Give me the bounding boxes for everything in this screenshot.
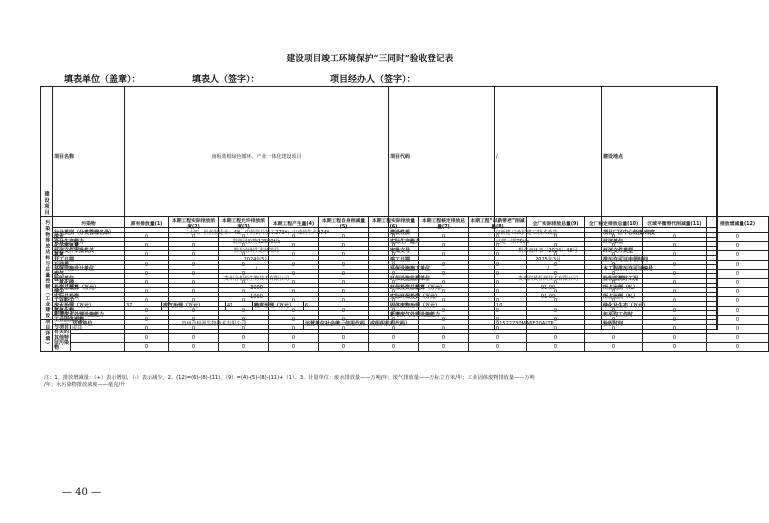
label-project-code: 项目代码 [389,87,495,228]
value-operating-unit: 贵州合相源生物技术有限公司 [125,320,304,329]
pollutant-value: 0 [469,260,527,269]
label-eia-unit: 环评单位 [602,237,717,246]
form-title: 建设项目竣工环境保护“三同时”验收登记表 [286,54,454,64]
pollutant-value: 0 [219,242,269,251]
pollutant-name: 烟尘 [53,288,125,297]
other-pollutant-value: 0 [125,324,169,333]
pollutant-value: 0 [369,233,419,242]
pollutant-value: 0 [419,278,469,287]
pollutant-value: 0 [169,297,219,306]
pollutant-value: 0 [419,315,469,324]
other-pollutant-value: 0 [169,334,219,343]
pollutant-value: 0 [707,306,769,315]
label-completion-date: 竣工日期 [389,256,495,265]
value-location [717,87,718,228]
pollutant-value: 0 [125,315,169,324]
label-location: 建设地点 [602,87,717,228]
pollutant-value: 0 [125,288,169,297]
label-noise-cost: 噪声治理（万元） [253,301,304,310]
header-col-10: 全厂核定排放总量(10) [585,217,643,233]
label-actual-env-investment: 实际环保投资（万元） [389,292,495,301]
pollutant-value: 0 [527,242,585,251]
label-operating-unit: 运营单位 [41,320,125,329]
pollutant-value: 0 [319,306,369,315]
pollutant-value: 0 [643,251,707,260]
pollutant-value: 0 [707,242,769,251]
pollutant-value: 0 [585,278,643,287]
pollutant-table [40,216,769,352]
label-working-condition: 验收监测时工况 [602,274,717,283]
other-pollutant-row [41,334,769,343]
pollutant-value: 0 [319,315,369,324]
pollutant-value: 0 [469,242,527,251]
label-construction-unit: 环保设施施工单位 [389,265,495,274]
value-noise-cost: 6 [304,301,389,310]
other-pollutant-value: 0 [469,334,527,343]
header-pollutant: 污染物 [53,217,125,233]
header-col-5: 本期工程自身削减量(5) [319,217,369,233]
other-pollutant-name [71,334,125,343]
other-pollutant-value: 0 [219,334,269,343]
pollutant-value: 0 [707,233,769,242]
other-pollutant-value: 0 [707,324,769,333]
pollutant-value: 0 [419,288,469,297]
other-pollutant-value: 0 [125,343,169,352]
other-pollutant-value: 0 [527,334,585,343]
pollutant-name: 石油类 [53,260,125,269]
pollutant-value: 0 [707,269,769,278]
pollutant-value: 0 [169,288,219,297]
label-permit-number: 本工程排污许可证编号 [602,265,717,274]
label-actual-investment: 实际总投资 [53,292,125,301]
pollutant-name: 氨氮 [53,251,125,260]
pollutant-row [41,242,769,251]
pollutant-value: 0 [419,251,469,260]
header-col-4: 本期工程产生量(4) [269,217,319,233]
other-pollutant-name [71,343,125,352]
pollutant-value: 0 [125,260,169,269]
other-pollutant-value: 0 [585,343,643,352]
pollutant-value: 0 [219,315,269,324]
other-pollutant-value: 0 [169,343,219,352]
pollutant-name: 废气 [53,269,125,278]
pollutant-row [41,233,769,242]
pollutant-value: 0 [219,306,269,315]
value-design-unit: / [125,265,389,274]
label-coordinates: 项目厂区中心经度/纬度 [602,228,717,237]
pollutant-value: 0 [469,315,527,324]
pollutant-value: 0 [585,297,643,306]
other-pollutant-row [41,343,769,352]
pollutant-value: 0 [369,315,419,324]
value-total-budget: 3000 [125,283,389,292]
pollutant-value: 0 [269,233,319,242]
filler-manager-label: 项目经办人（签字）： [330,75,416,85]
pollutant-value: 0 [419,306,469,315]
pollutant-value: 0 [169,251,219,260]
value-project-code: / [495,87,602,228]
other-pollutant-name: 废油 [71,324,125,333]
header-col-6: 本期工程实际排放量(6) [369,217,419,233]
pollutant-value: 0 [643,233,707,242]
other-pollutant-value: 0 [369,343,419,352]
pollutant-value: 0 [125,269,169,278]
pollutant-value: 0 [527,233,585,242]
pollutant-value: 0 [643,315,707,324]
header-col-8: 本期工程“以新带老”削减量(8) [469,217,527,233]
filler-person-label: 填表人（签字）： [192,75,260,85]
header-col-7: 本期工程核定排放总量(7) [419,217,469,233]
label-waste-gas-cost: 废气治理（万元） [162,301,226,310]
pollutant-value: 0 [369,288,419,297]
other-pollutant-value: 0 [643,343,707,352]
value-start-date: 2024年5月 [125,256,389,265]
pollutant-value: 0 [707,288,769,297]
header-col-11: 区域平衡替代削减量(11) [643,217,707,233]
pollutant-value: 0 [319,278,369,287]
section-pollutant-label: 污染物排放达标与总量控制（工业建设项目详填） [41,217,53,352]
pollutant-value: 0 [643,260,707,269]
value-monitoring-unit: 贵州润黄检测技术有限公司 [495,274,602,283]
value-design-capacity: 靛蓝浸取物12500t/a [125,237,389,246]
label-actual-capacity: 实际生产能力 [389,237,495,246]
pollutant-value: 0 [269,278,319,287]
value-industry: 二十四、医药制造业：48，中药饮片加工273*；中成药生产274* [125,228,389,237]
label-acceptance-time: 验收时间 [602,320,717,329]
label-greening-cost: 绿化及生态（万元） [602,301,717,310]
page-number: — 40 — [62,487,102,498]
other-pollutant-value: 0 [269,343,319,352]
label-env-budget: 环保投资总概算（万元） [389,283,495,292]
other-pollutant-value: 0 [585,324,643,333]
pollutant-value: 0 [369,251,419,260]
pollutant-row [41,297,769,306]
pollutant-value: 0 [419,242,469,251]
value-waste-gas-cost: 41 [226,301,253,310]
label-permit-time: 排污许可证申领时间 [602,256,717,265]
pollutant-row [41,306,769,315]
pollutant-value: 0 [269,315,319,324]
other-pollutant-value: 0 [643,334,707,343]
label-eia-type: 环评文件类型 [602,246,717,255]
pollutant-value: 0 [369,269,419,278]
value-actual-env-investment: 91.00 [495,292,602,301]
other-pollutant-value: 0 [219,324,269,333]
pollutant-value: 0 [585,315,643,324]
footnote-line-1: 注：1、排放增减量：（+）表示增加，（-）表示减少。2、(12)=(6)-(8)-(11)，（9）=(4)-(5)-(8)-(11)+（1）。3、计量单位：废水排放量——万吨/年；废气排放量——万标立方米/年；工业固体废物排放量——万吨 [44,375,535,381]
pollutant-value: 0 [169,242,219,251]
value-actual-capacity: 已建一期75t/a [495,237,602,246]
pollutant-value: 0 [319,251,369,260]
pollutant-value: 0 [169,315,219,324]
label-annual-hours: 年平均工作时 [602,311,717,320]
label-budget-ratio: 所占比例（%） [602,283,717,292]
pollutant-value: 0 [707,315,769,324]
pollutant-value: 0 [269,260,319,269]
pollutant-name: 工业固体废物 [53,315,125,324]
label-total-budget: 投资总概算（万元） [53,283,125,292]
pollutant-value: 0 [219,297,269,306]
label-design-capacity: 设计生产能力 [53,237,125,246]
pollutant-value: 0 [319,233,369,242]
pollutant-value: 0 [527,315,585,324]
other-pollutant-value: 0 [419,334,469,343]
other-pollutant-value: 0 [585,334,643,343]
value-completion-date: 2025年3月 [495,256,602,265]
pollutant-value: 0 [319,269,369,278]
value-env-budget: 91.00 [495,283,602,292]
pollutant-value: 0 [369,278,419,287]
pollutant-value: 0 [369,306,419,315]
label-credit-code: 运营单位社会统一信用代码（或组织机构代码） [304,320,495,329]
pollutant-value: 0 [219,233,269,242]
other-pollutant-value: 0 [469,343,527,352]
value-nature: ☑新建 ☐改扩建 ☐技术改造 [495,228,602,237]
pollutant-value: 0 [169,233,219,242]
pollutant-value: 0 [707,278,769,287]
pollutant-value: 0 [219,278,269,287]
pollutant-row [41,260,769,269]
pollutant-value: 0 [125,233,169,242]
value-approval-number: 黔东南环表〔2024〕48号 [495,246,602,255]
pollutant-value: 0 [707,260,769,269]
pollutant-value: 0 [319,288,369,297]
other-pollutant-value: 0 [319,343,369,352]
pollutant-value: 0 [125,242,169,251]
pollutant-value: 0 [419,269,469,278]
pollutant-value: 0 [469,306,527,315]
pollutant-value: 0 [469,297,527,306]
pollutant-value: 0 [269,251,319,260]
pollutant-value: 0 [169,306,219,315]
pollutant-value: 0 [269,297,319,306]
value-credit-code: 91522730MA6E20ALTP [495,320,602,329]
label-acceptance-unit: 验收单位 [53,274,125,283]
other-pollutant-value: 0 [707,334,769,343]
pollutant-value: 0 [319,297,369,306]
pollutant-value: 0 [643,288,707,297]
other-pollutant-value: 0 [369,334,419,343]
pollutant-row [41,288,769,297]
pollutant-value: 0 [369,242,419,251]
pollutant-value: 0 [707,297,769,306]
other-pollutant-value: 0 [169,324,219,333]
pollutant-value: 0 [585,233,643,242]
other-pollutant-value: 0 [527,343,585,352]
pollutant-row [41,315,769,324]
pollutant-value: 0 [643,269,707,278]
filler-unit-label: 填表单位（盖章）： [64,75,141,85]
pollutant-value: 0 [585,260,643,269]
pollutant-value: 0 [125,297,169,306]
value-waste-water-cost: 37 [125,301,162,310]
pollutant-name: 氮氧化物 [53,306,125,315]
label-approval-authority: 环评文件审批机关 [53,246,125,255]
pollutant-value: 0 [369,260,419,269]
pollutant-value: 0 [419,260,469,269]
header-col-12: 排放增减量(12) [707,217,769,233]
other-pollutant-value: 0 [643,324,707,333]
pollutant-value: 0 [707,251,769,260]
other-pollutant-value: 0 [527,324,585,333]
header-col-2: 本期工程实际排放浓度(2) [169,217,219,233]
label-start-date: 开工日期 [53,256,125,265]
pollutant-value: 0 [585,269,643,278]
value-project-name: 南板蓝根绿色循环、产业一体化建设项目 [125,87,389,228]
pollutant-row [41,251,769,260]
label-industry: 行业类别（分类管理名录） [53,228,125,237]
label-design-unit: 环保设施设计单位 [53,265,125,274]
pollutant-value: 0 [643,306,707,315]
pollutant-value: 0 [169,278,219,287]
other-pollutant-value: 0 [419,343,469,352]
label-solid-waste-cost: 固体废物治理（万元） [389,301,495,310]
label-waste-water-cost: 废水治理（万元） [53,301,125,310]
header-col-1: 原有排放量(1) [125,217,169,233]
other-pollutant-value: 0 [469,324,527,333]
pollutant-value: 0 [527,288,585,297]
pollutant-value: 0 [585,288,643,297]
value-solid-waste-cost: 10 [495,301,602,310]
pollutant-name: 二氧化硫 [53,278,125,287]
pollutant-value: 0 [527,251,585,260]
label-project-name: 项目名称 [53,87,125,228]
other-pollutant-value: 0 [125,334,169,343]
other-pollutant-row [41,324,769,333]
other-pollutant-value: 0 [369,324,419,333]
pollutant-value: 0 [219,251,269,260]
pollutant-value: 0 [585,251,643,260]
other-pollutant-value: 0 [219,343,269,352]
label-approval-number: 审批文号 [389,246,495,255]
pollutant-name: 废水 [53,233,125,242]
label-actual-ratio: 所占比例（%） [602,292,717,301]
pollutant-value: 0 [219,260,269,269]
pollutant-value: 0 [269,269,319,278]
pollutant-value: 0 [527,269,585,278]
pollutant-value: 0 [269,242,319,251]
pollutant-value: 0 [469,233,527,242]
pollutant-value: 0 [169,260,219,269]
pollutant-value: 0 [169,269,219,278]
label-new-gas-capacity: 新增废气处理设施能力 [389,311,495,320]
pollutant-value: 0 [219,269,269,278]
pollutant-value: 0 [469,278,527,287]
value-approval-authority: 黔东南州生态环境局 [125,246,389,255]
pollutant-value: 0 [125,251,169,260]
pollutant-value: 0 [527,278,585,287]
pollutant-value: 0 [269,306,319,315]
pollutant-value: 0 [643,242,707,251]
pollutant-value: 0 [469,269,527,278]
other-pollutant-value: 0 [319,334,369,343]
pollutant-value: 0 [419,297,469,306]
header-col-9: 全厂实际排放总量(9) [527,217,585,233]
pollutant-value: 0 [643,297,707,306]
other-pollutant-value: 0 [269,324,319,333]
other-pollutant-value: 0 [707,343,769,352]
value-actual-investment: 1000 [125,292,389,301]
pollutant-value: 0 [469,288,527,297]
section-project-label: 建设项目 [41,87,53,320]
pollutant-value: 0 [527,260,585,269]
pollutant-value: 0 [527,297,585,306]
pollutant-value: 0 [319,260,369,269]
pollutant-value: 0 [469,251,527,260]
pollutant-value: 0 [219,288,269,297]
pollutant-value: 0 [125,306,169,315]
pollutant-value: 0 [585,306,643,315]
pollutant-value: 0 [269,288,319,297]
header-col-3: 本期工程允许排放浓度(3) [219,217,269,233]
value-acceptance-unit: 贵州合相源生物技术有限公司 [125,274,389,283]
pollutant-row [41,278,769,287]
label-new-water-capacity: 新增废水处理设施能力 [53,311,125,320]
pollutant-value: 0 [319,242,369,251]
pollutant-value: 0 [369,297,419,306]
footnote-line-2: /年；水污染物排放浓度——毫克/升 [44,382,126,388]
pollutant-row [41,269,769,278]
footnote [44,375,714,389]
pollutant-value: 0 [125,278,169,287]
other-pollutants-group-label: 与项目有关的其他特征污染物 [54,324,70,351]
pollutant-value: 0 [585,242,643,251]
label-monitoring-unit: 环保设施监测单位 [389,274,495,283]
pollutant-value: 0 [419,233,469,242]
label-nature: 建设性质 [389,228,495,237]
other-pollutant-value: 0 [419,324,469,333]
value-construction-unit: / [495,265,602,274]
pollutant-header-row [41,217,769,233]
pollutant-name: 工业粉尘 [53,297,125,306]
pollutant-value: 0 [643,278,707,287]
other-pollutant-value: 0 [269,334,319,343]
pollutant-value: 0 [527,306,585,315]
other-pollutant-value: 0 [319,324,369,333]
pollutant-name: 化学需氧量 [53,242,125,251]
